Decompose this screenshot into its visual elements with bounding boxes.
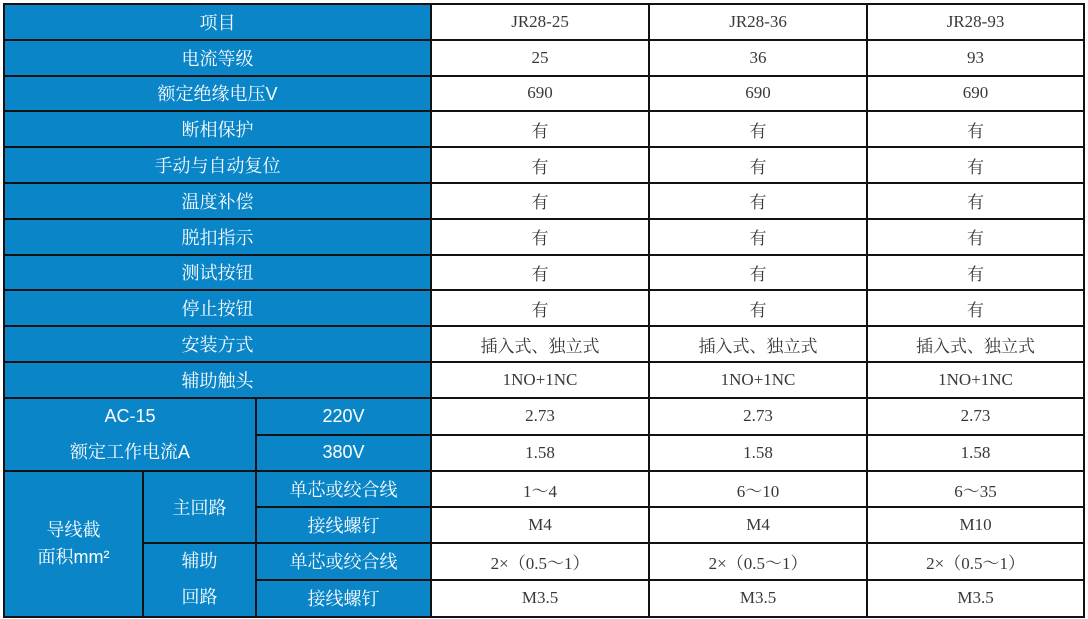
aux-single-core-stranded-value: 2×（0.5～1） [867,543,1084,580]
current-rating-label: 电流等级 [4,40,431,76]
table-row [4,76,1084,112]
rated-insulation-voltage-value: 690 [649,76,867,112]
header-item-label: 项目 [4,4,431,40]
table-row [4,40,1084,76]
table-row [4,471,1084,507]
trip-indication-label: 脱扣指示 [4,219,431,255]
aux-terminal-screw-value: M3.5 [649,580,867,617]
temperature-compensation-value: 有 [867,183,1084,219]
stop-button-label: 停止按钮 [4,290,431,326]
manual-auto-reset-value: 有 [649,147,867,183]
auxiliary-contact-value: 1NO+1NC [867,362,1084,398]
table-row [4,255,1084,291]
aux-single-core-stranded-value: 2×（0.5～1） [649,543,867,580]
phase-failure-protection-value: 有 [649,111,867,147]
table-row [4,4,1084,40]
mounting-method-label: 安装方式 [4,326,431,362]
table-row [4,362,1084,398]
temperature-compensation-value: 有 [649,183,867,219]
ac15-380v-value: 1.58 [867,435,1084,472]
main-terminal-screw-value: M4 [649,507,867,543]
table-row [4,183,1084,219]
phase-failure-protection-value: 有 [431,111,649,147]
table-row [4,326,1084,362]
wire-label-line1: 导线截 [46,519,101,540]
auxiliary-circuit-line2: 回路 [181,586,218,607]
main-circuit-label: 主回路 [143,471,256,543]
aux-terminal-screw-value: M3.5 [431,580,649,617]
wire-cross-section-label [4,471,143,616]
table-row [4,398,1084,435]
trip-indication-value: 有 [649,219,867,255]
aux-single-core-stranded-label: 单芯或绞合线 [256,543,431,580]
ac15-380v-value: 1.58 [431,435,649,472]
test-button-value: 有 [431,255,649,291]
mounting-method-value: 插入式、独立式 [431,326,649,362]
main-single-core-stranded-label: 单芯或绞合线 [256,471,431,507]
ac15-label-line2: 额定工作电流A [69,441,190,462]
mounting-method-value: 插入式、独立式 [649,326,867,362]
trip-indication-value: 有 [431,219,649,255]
table-row [4,219,1084,255]
phase-failure-protection-label: 断相保护 [4,111,431,147]
aux-single-core-stranded-value: 2×（0.5～1） [431,543,649,580]
stop-button-value: 有 [867,290,1084,326]
rated-insulation-voltage-label: 额定绝缘电压V [4,76,431,112]
auxiliary-circuit-line1: 辅助 [181,550,218,571]
stop-button-value: 有 [649,290,867,326]
temperature-compensation-value: 有 [431,183,649,219]
test-button-value: 有 [649,255,867,291]
aux-terminal-screw-value: M3.5 [867,580,1084,617]
aux-terminal-screw-label: 接线螺钉 [256,580,431,617]
main-single-core-stranded-value: 6～10 [649,471,867,507]
ac15-label-line1: AC-15 [104,405,156,426]
main-terminal-screw-value: M4 [431,507,649,543]
ac15-220v-label: 220V [256,398,431,435]
main-terminal-screw-label: 接线螺钉 [256,507,431,543]
main-single-core-stranded-value: 1～4 [431,471,649,507]
stop-button-value: 有 [431,290,649,326]
phase-failure-protection-value: 有 [867,111,1084,147]
rated-insulation-voltage-value: 690 [431,76,649,112]
current-rating-value: 36 [649,40,867,76]
ac15-220v-value: 2.73 [649,398,867,435]
ac15-220v-value: 2.73 [867,398,1084,435]
ac15-220v-value: 2.73 [431,398,649,435]
auxiliary-circuit-label [143,543,256,617]
current-rating-value: 25 [431,40,649,76]
ac15-380v-label: 380V [256,435,431,472]
auxiliary-contact-value: 1NO+1NC [431,362,649,398]
model-jr28-93: JR28-93 [867,4,1084,40]
specification-table [3,3,1085,618]
current-rating-value: 93 [867,40,1084,76]
auxiliary-contact-label: 辅助触头 [4,362,431,398]
ac15-rated-current-label [4,398,256,472]
table-row [4,111,1084,147]
manual-auto-reset-value: 有 [867,147,1084,183]
test-button-value: 有 [867,255,1084,291]
model-jr28-25: JR28-25 [431,4,649,40]
ac15-380v-value: 1.58 [649,435,867,472]
wire-label-line2: 面积mm² [37,546,110,567]
table-row [4,543,1084,580]
table-row [4,147,1084,183]
auxiliary-contact-value: 1NO+1NC [649,362,867,398]
table-row [4,290,1084,326]
main-terminal-screw-value: M10 [867,507,1084,543]
rated-insulation-voltage-value: 690 [867,76,1084,112]
manual-auto-reset-value: 有 [431,147,649,183]
model-jr28-36: JR28-36 [649,4,867,40]
test-button-label: 测试按钮 [4,255,431,291]
main-single-core-stranded-value: 6～35 [867,471,1084,507]
manual-auto-reset-label: 手动与自动复位 [4,147,431,183]
trip-indication-value: 有 [867,219,1084,255]
mounting-method-value: 插入式、独立式 [867,326,1084,362]
temperature-compensation-label: 温度补偿 [4,183,431,219]
